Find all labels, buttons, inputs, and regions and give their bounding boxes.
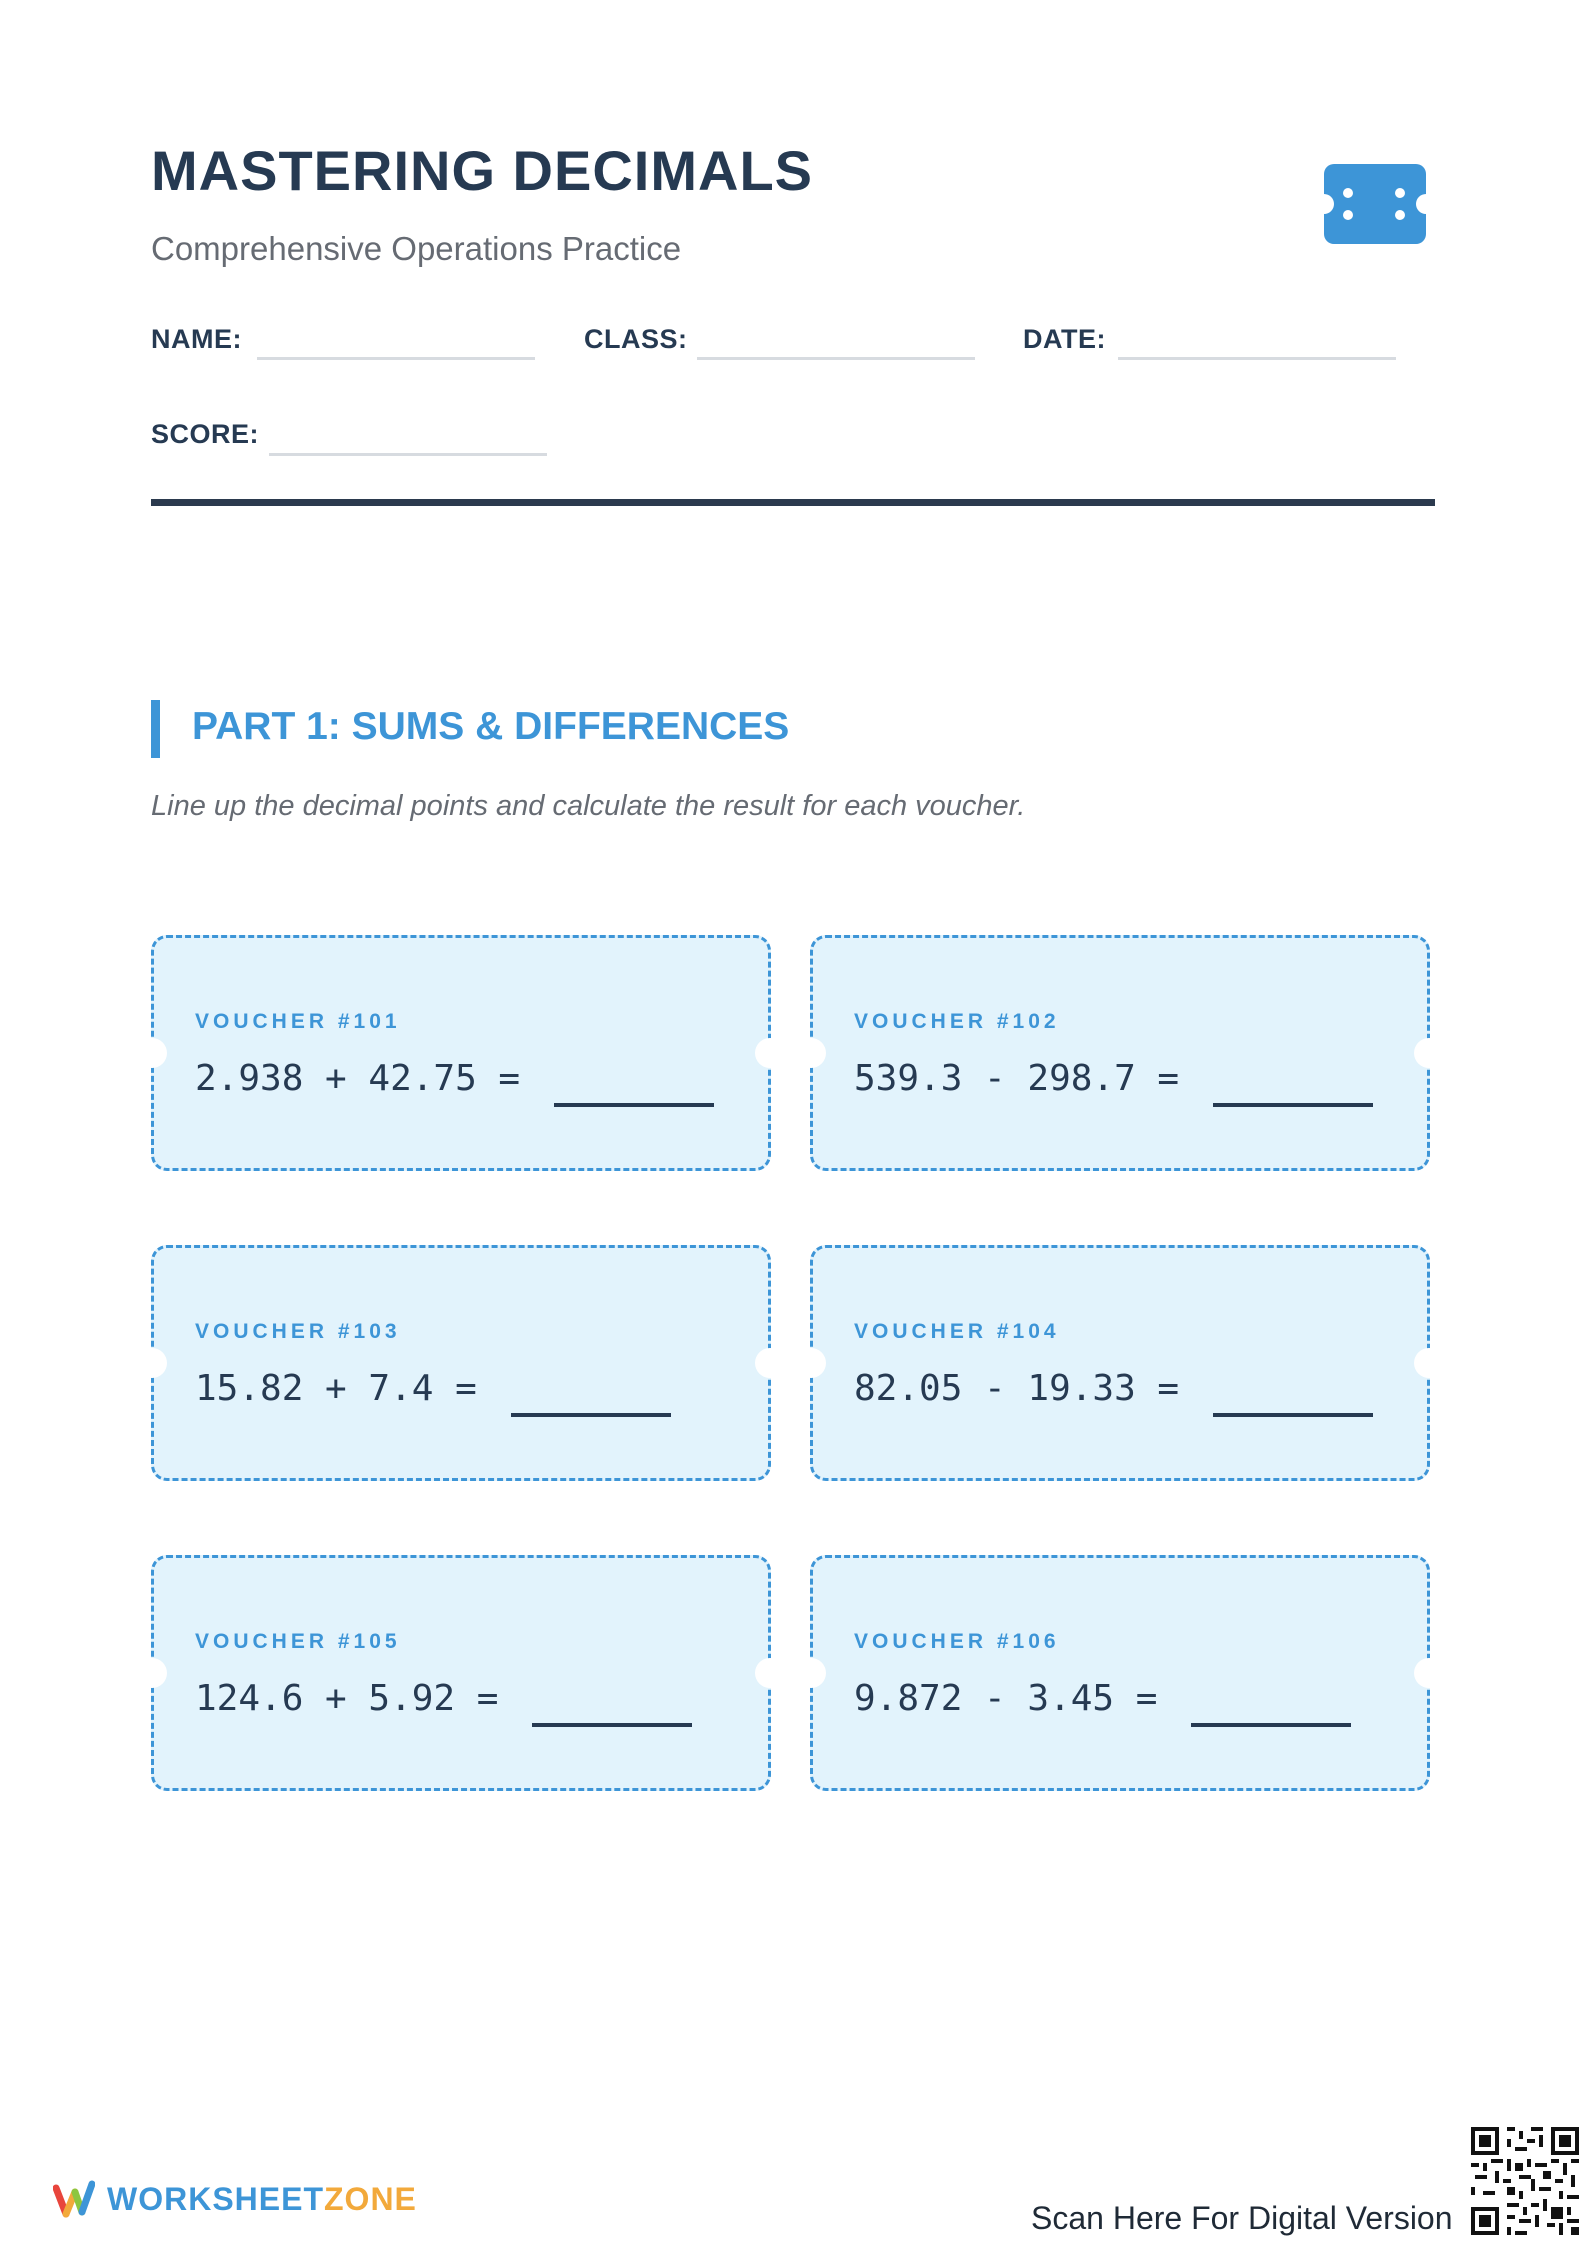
equation-text: 82.05 - 19.33 = — [854, 1368, 1180, 1409]
header-divider — [151, 499, 1435, 506]
voucher-card — [810, 935, 1430, 1171]
voucher-notch — [755, 1658, 785, 1688]
voucher-card — [151, 1555, 771, 1791]
answer-blank[interactable] — [1191, 1723, 1351, 1727]
brand-name-part2: ZONE — [324, 2180, 417, 2217]
voucher-notch — [796, 1038, 826, 1068]
voucher-notch — [1414, 1348, 1444, 1378]
page-subtitle: Comprehensive Operations Practice — [151, 230, 682, 267]
score-label: SCORE: — [151, 419, 260, 449]
voucher-equation — [195, 1368, 671, 1409]
class-label: CLASS: — [584, 324, 688, 354]
answer-blank[interactable] — [554, 1103, 714, 1107]
section-instructions: Line up the decimal points and calculate the result for each voucher. — [151, 790, 1026, 822]
voucher-label: VOUCHER #105 — [195, 1630, 401, 1653]
equation-text: 2.938 + 42.75 = — [195, 1058, 521, 1099]
voucher-notch — [1414, 1038, 1444, 1068]
voucher-card — [151, 1245, 771, 1481]
scan-caption: Scan Here For Digital Version — [1031, 2200, 1453, 2236]
date-field[interactable] — [1118, 357, 1396, 360]
voucher-equation — [854, 1678, 1351, 1719]
voucher-card — [810, 1555, 1430, 1791]
answer-blank[interactable] — [532, 1723, 692, 1727]
page-title: MASTERING DECIMALS — [151, 139, 813, 202]
answer-blank[interactable] — [1213, 1413, 1373, 1417]
class-field[interactable] — [697, 357, 975, 360]
voucher-equation — [195, 1058, 714, 1099]
brand-name — [107, 2181, 417, 2218]
voucher-card — [151, 935, 771, 1171]
section-title: PART 1: SUMS & DIFFERENCES — [192, 705, 790, 748]
equation-text: 539.3 - 298.7 = — [854, 1058, 1180, 1099]
voucher-equation — [854, 1058, 1373, 1099]
ticket-icon — [1324, 164, 1426, 244]
voucher-notch — [137, 1348, 167, 1378]
equation-text: 15.82 + 7.4 = — [195, 1368, 477, 1409]
voucher-label: VOUCHER #104 — [854, 1320, 1060, 1343]
qr-code-icon[interactable] — [1471, 2127, 1579, 2235]
equation-text: 9.872 - 3.45 = — [854, 1678, 1158, 1719]
answer-blank[interactable] — [1213, 1103, 1373, 1107]
brand-name-part1: WORKSHEET — [107, 2180, 324, 2217]
section-accent-bar — [151, 700, 160, 758]
voucher-notch — [796, 1348, 826, 1378]
name-field[interactable] — [257, 357, 535, 360]
voucher-card — [810, 1245, 1430, 1481]
brand-w-icon — [53, 2178, 95, 2220]
name-label: NAME: — [151, 324, 242, 354]
voucher-label: VOUCHER #101 — [195, 1010, 401, 1033]
voucher-label: VOUCHER #106 — [854, 1630, 1060, 1653]
voucher-notch — [1414, 1658, 1444, 1688]
voucher-notch — [755, 1038, 785, 1068]
answer-blank[interactable] — [511, 1413, 671, 1417]
equation-text: 124.6 + 5.92 = — [195, 1678, 499, 1719]
voucher-equation — [854, 1368, 1373, 1409]
voucher-notch — [137, 1038, 167, 1068]
date-label: DATE: — [1023, 324, 1106, 354]
voucher-notch — [796, 1658, 826, 1688]
voucher-equation — [195, 1678, 692, 1719]
brand-logo[interactable] — [53, 2178, 417, 2220]
voucher-label: VOUCHER #102 — [854, 1010, 1060, 1033]
voucher-notch — [755, 1348, 785, 1378]
voucher-label: VOUCHER #103 — [195, 1320, 401, 1343]
voucher-notch — [137, 1658, 167, 1688]
score-field[interactable] — [269, 453, 547, 456]
